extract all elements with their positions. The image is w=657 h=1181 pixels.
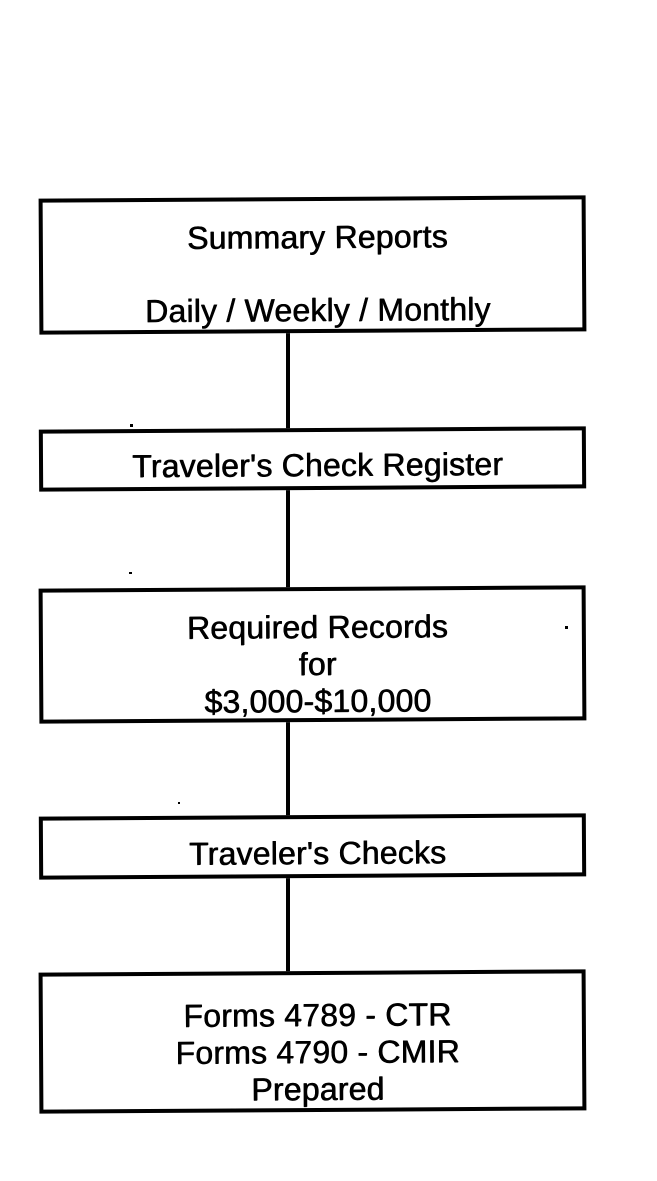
node-summary-reports: [39, 195, 587, 334]
connector-line-1: [286, 330, 290, 434]
scan-speck: [565, 626, 568, 629]
node-text-line: Summary Reports: [186, 218, 448, 256]
node-text-line: Daily / Weekly / Monthly: [144, 290, 491, 330]
node-text-line: Required Records: [186, 608, 448, 646]
node-travelers-check-register: [39, 426, 586, 491]
connector-line-2: [286, 487, 290, 593]
scan-speck: [130, 424, 133, 427]
connector-line-3: [286, 718, 290, 821]
node-required-records: [39, 585, 587, 723]
node-text-line: for: [298, 645, 337, 683]
node-travelers-checks: [39, 813, 586, 879]
connector-line-4: [286, 874, 290, 977]
node-text-line: Forms 4790 - CMIR: [175, 1033, 460, 1071]
node-forms-prepared: [39, 969, 587, 1113]
node-text-line: Forms 4789 - CTR: [183, 996, 452, 1034]
scan-speck: [178, 802, 180, 804]
node-text-line: $3,000-$10,000: [204, 682, 432, 720]
scan-speck: [129, 572, 132, 574]
node-text-line: Prepared: [251, 1070, 385, 1108]
node-text-line: Traveler's Check Register: [131, 445, 504, 485]
node-text-line: Traveler's Checks: [188, 834, 447, 872]
